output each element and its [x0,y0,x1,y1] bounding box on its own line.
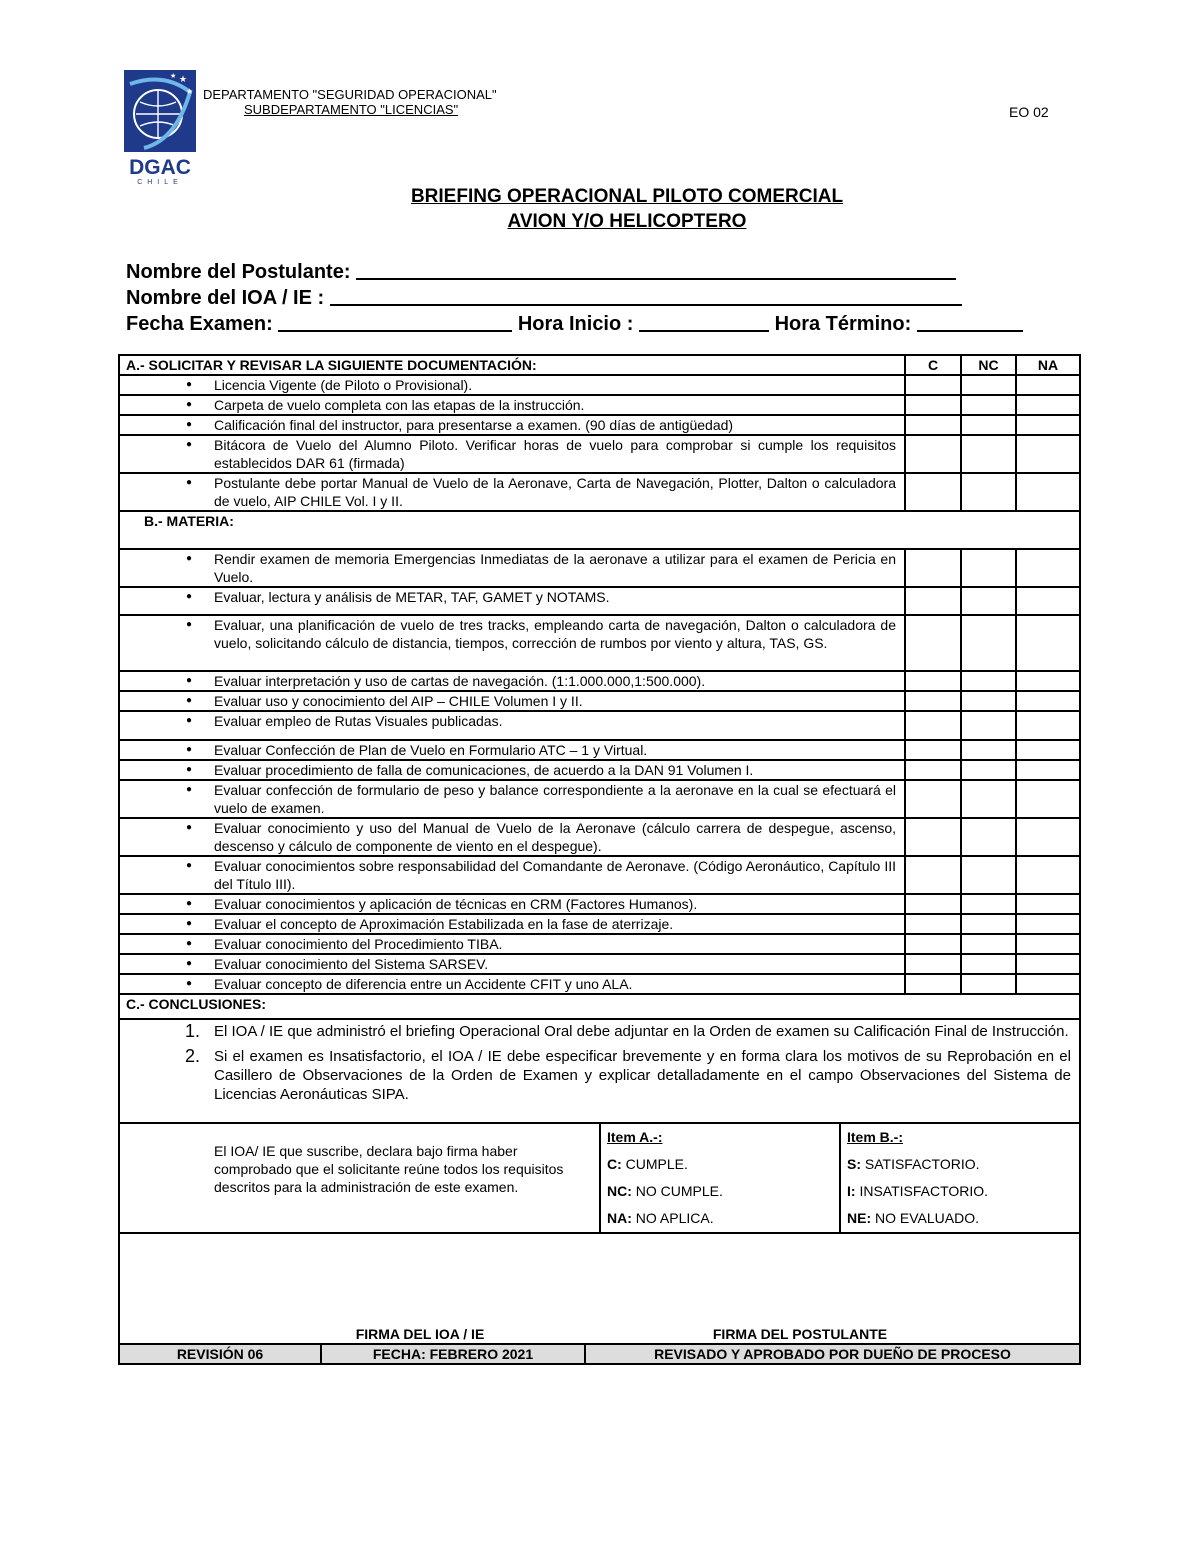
conclusion-text: Si el examen es Insatisfactorio, el IOA / IE debe especificar brevemente y en forma clara los motivos de su Reprobación en el Casillero de Observaciones de la Orden de Examen y explicar detalladamente en el campo Observaciones del Sistema de Licencias Aeronáuticas SIPA. [214,1048,1071,1103]
check-cell-c[interactable] [905,435,961,473]
bullet-icon: ● [185,591,192,602]
col-c-header: C [905,355,961,375]
check-cell-nc[interactable] [961,473,1016,511]
section-b-item-text: Evaluar empleo de Rutas Visuales publicadas. [214,713,503,729]
check-cell-nc[interactable] [961,760,1016,780]
section-b-item-text: Evaluar confección de formulario de peso y balance correspondiente a la aeronave en la cual se efectuará el vuelo de examen. [214,782,896,816]
legend-row [847,1151,1079,1178]
check-cell-nc[interactable] [961,435,1016,473]
field-postulante-line[interactable] [356,278,956,280]
legend-code: NC: [607,1183,632,1199]
department: DEPARTAMENTO "SEGURIDAD OPERACIONAL" [203,87,497,102]
section-b-item-text: Evaluar el concepto de Aproximación Estabilizada en la fase de aterrizaje. [214,916,674,932]
bullet-icon: ● [185,477,192,488]
bullet-icon: ● [185,675,192,686]
check-cell-c[interactable] [905,395,961,415]
section-b-row [119,691,1080,711]
check-cell-na[interactable] [1016,760,1080,780]
legend-code: NA: [607,1210,632,1226]
section-b-item-text: Evaluar uso y conocimiento del AIP – CHILE Volumen I y II. [214,693,583,709]
section-b-row [119,934,1080,954]
check-cell-c[interactable] [905,914,961,934]
legend-row [607,1205,839,1232]
svg-text:DGAC: DGAC [129,156,191,179]
check-cell-nc[interactable] [961,671,1016,691]
check-cell-nc[interactable] [961,780,1016,818]
check-cell-c[interactable] [905,934,961,954]
field-fecha-row [126,313,1023,336]
check-cell-na[interactable] [1016,740,1080,760]
check-cell-c[interactable] [905,711,961,740]
check-cell-na[interactable] [1016,395,1080,415]
bullet-icon: ● [185,938,192,949]
page-subtitle: AVION Y/O HELICOPTERO [507,211,747,232]
check-cell-na[interactable] [1016,974,1080,994]
check-cell-nc[interactable] [961,587,1016,615]
check-cell-nc[interactable] [961,894,1016,914]
check-cell-na[interactable] [1016,615,1080,671]
footer-revision: REVISIÓN 06 [120,1345,321,1363]
check-cell-c[interactable] [905,856,961,894]
section-b-item-text: Evaluar conocimientos y aplicación de técnicas en CRM (Factores Humanos). [214,896,698,912]
check-cell-nc[interactable] [961,818,1016,856]
section-a-row [119,473,1080,511]
legend-label: INSATISFACTORIO. [859,1183,989,1199]
bullet-icon: ● [185,898,192,909]
section-b-item-text: Evaluar, lectura y análisis de METAR, TAF, GAMET y NOTAMS. [214,589,610,605]
section-b-item-text: Evaluar conocimiento del Procedimiento TIBA. [214,936,503,952]
signature-area[interactable] [120,1233,1079,1343]
bullet-icon: ● [185,918,192,929]
check-cell-na[interactable] [1016,780,1080,818]
sign-postulante: FIRMA DEL POSTULANTE [712,1326,888,1342]
bullet-icon: ● [185,553,192,564]
check-cell-na[interactable] [1016,587,1080,615]
check-cell-c[interactable] [905,549,961,587]
legend-a [600,1124,840,1233]
legend-title: Item B.-: [847,1129,903,1145]
form-code: EO 02 [1009,104,1049,120]
field-hora-termino-label: Hora Término: [774,313,912,335]
section-a-item-text: Postulante debe portar Manual de Vuelo de la Aeronave, Carta de Navegación, Plotter, Dalton o calculadora de vuelo, AIP CHILE Vol. I y II. [214,475,896,509]
section-b-row [119,615,1080,671]
check-cell-na[interactable] [1016,671,1080,691]
svg-text:★: ★ [186,87,194,96]
check-cell-c[interactable] [905,615,961,671]
legend-code: I: [847,1183,856,1199]
check-cell-nc[interactable] [961,375,1016,395]
legend-title: Item A.-: [607,1129,663,1145]
footer-date: FECHA: FEBRERO 2021 [321,1345,585,1363]
conclusion-number: 2. [184,1046,200,1066]
check-cell-c[interactable] [905,974,961,994]
section-b-row [119,894,1080,914]
check-cell-na[interactable] [1016,435,1080,473]
check-cell-na[interactable] [1016,549,1080,587]
legend-row [847,1178,1079,1205]
bullet-icon: ● [185,619,192,630]
check-cell-nc[interactable] [961,691,1016,711]
bullet-icon: ● [185,958,192,969]
check-cell-c[interactable] [905,760,961,780]
page-title: BRIEFING OPERACIONAL PILOTO COMERCIAL [410,186,844,207]
subdepartment: SUBDEPARTAMENTO "LICENCIAS" [244,102,459,117]
footer-approved: REVISADO Y APROBADO POR DUEÑO DE PROCESO [585,1345,1079,1363]
signature-block [119,1123,1080,1344]
legend-code: S: [847,1156,861,1172]
bullet-icon: ● [185,822,192,833]
check-cell-nc[interactable] [961,974,1016,994]
check-cell-c[interactable] [905,894,961,914]
check-cell-nc[interactable] [961,415,1016,435]
bullet-icon: ● [185,764,192,775]
check-cell-na[interactable] [1016,415,1080,435]
legend-row [607,1178,839,1205]
svg-text:CHILE: CHILE [137,179,183,184]
section-a-item-text: Bitácora de Vuelo del Alumno Piloto. Verificar horas de vuelo para comprobar si cumple los requisitos establecidos DAR 61 (firmada) [214,437,896,471]
check-cell-c[interactable] [905,740,961,760]
section-a-item-text: Calificación final del instructor, para presentarse a examen. (90 días de antigüedad) [214,417,734,433]
checklist-table [118,354,1081,1365]
section-b-row [119,711,1080,740]
conclusions [119,1019,1080,1123]
bullet-icon: ● [185,860,192,871]
check-cell-c[interactable] [905,818,961,856]
check-cell-na[interactable] [1016,818,1080,856]
section-c-header: C.- CONCLUSIONES: [119,994,1080,1019]
check-cell-na[interactable] [1016,856,1080,894]
check-cell-na[interactable] [1016,375,1080,395]
check-cell-nc[interactable] [961,934,1016,954]
check-cell-na[interactable] [1016,691,1080,711]
check-cell-c[interactable] [905,587,961,615]
bullet-icon: ● [185,784,192,795]
svg-text:★: ★ [179,74,188,84]
bullet-icon: ● [185,439,192,450]
check-cell-nc[interactable] [961,954,1016,974]
check-cell-nc[interactable] [961,549,1016,587]
section-b-row [119,974,1080,994]
legend-label: NO EVALUADO. [875,1210,980,1226]
conclusion-number: 1. [184,1021,200,1041]
field-hora-inicio-label: Hora Inicio : [517,313,634,335]
legend-b [840,1124,1079,1233]
check-cell-nc[interactable] [961,856,1016,894]
legend-code: NE: [847,1210,872,1226]
section-a-item-text: Carpeta de vuelo completa con las etapas de la instrucción. [214,397,585,413]
field-postulante-label: Nombre del Postulante: [126,261,351,283]
section-b-item-text: Evaluar concepto de diferencia entre un Accidente CFIT y uno ALA. [214,976,633,992]
check-cell-na[interactable] [1016,934,1080,954]
section-a-row [119,375,1080,395]
check-cell-nc[interactable] [961,914,1016,934]
field-ioa[interactable] [126,287,962,310]
section-b-row [119,587,1080,615]
legend-label: CUMPLE. [625,1156,688,1172]
dgac-logo [124,70,196,184]
field-ioa-label: Nombre del IOA / IE : [126,287,325,309]
bullet-icon: ● [185,744,192,755]
check-cell-na[interactable] [1016,473,1080,511]
section-b-item-text: Evaluar, una planificación de vuelo de tres tracks, empleando carta de navegación, Dalton o calculadora de vuelo, solicitando cálculo de distancia, tiempos, corrección de rumbos por viento y altura, TAS, GS. [214,617,896,651]
legend-label: NO APLICA. [635,1210,714,1226]
bullet-icon: ● [185,419,192,430]
conclusion-text: El IOA / IE que administró el briefing Operacional Oral debe adjuntar en la Orden de examen su Calificación Final de Instrucción. [214,1023,1069,1040]
section-b-item-text: Evaluar conocimientos sobre responsabilidad del Comandante de Aeronave. (Código Aeronáutico, Capítulo III del Título III). [214,858,896,892]
section-b-row [119,780,1080,818]
section-a-row [119,415,1080,435]
footer-row [119,1344,1080,1364]
section-b-row [119,549,1080,587]
section-b-row [119,671,1080,691]
section-b-item-text: Evaluar procedimiento de falla de comunicaciones, de acuerdo a la DAN 91 Volumen I. [214,762,754,778]
field-hora-termino-line[interactable] [917,330,1023,332]
field-ioa-line[interactable] [330,304,962,306]
check-cell-nc[interactable] [961,395,1016,415]
check-cell-c[interactable] [905,671,961,691]
legend-label: NO CUMPLE. [635,1183,723,1199]
check-cell-nc[interactable] [961,615,1016,671]
section-b-row [119,818,1080,856]
field-hora-inicio-line[interactable] [639,330,769,332]
check-cell-nc[interactable] [961,711,1016,740]
check-cell-na[interactable] [1016,711,1080,740]
section-b-item-text: Evaluar interpretación y uso de cartas de navegación. (1:1.000.000,1:500.000). [214,673,706,689]
legend-row [847,1205,1079,1232]
col-nc-header: NC [961,355,1016,375]
section-b-item-text: Evaluar conocimiento y uso del Manual de Vuelo de la Aeronave (cálculo carrera de despegue, ascenso, descenso y cálculo de componente de viento en el despegue). [214,820,896,854]
field-postulante[interactable] [126,261,956,284]
section-b-item-text: Rendir examen de memoria Emergencias Inmediatas de la aeronave a utilizar para el examen de Pericia en Vuelo. [214,551,896,585]
section-b-row [119,954,1080,974]
section-a-row [119,435,1080,473]
sign-ioa: FIRMA DEL IOA / IE [355,1326,485,1342]
check-cell-nc[interactable] [961,740,1016,760]
section-b-row [119,760,1080,780]
section-b-header: B.- MATERIA: [119,511,1080,549]
section-b-item-text: Evaluar Confección de Plan de Vuelo en Formulario ATC – 1 y Virtual. [214,742,648,758]
section-b-row [119,740,1080,760]
check-cell-c[interactable] [905,473,961,511]
check-cell-c[interactable] [905,375,961,395]
declaration-cell [120,1124,600,1233]
section-b-row [119,856,1080,894]
section-a-row [119,395,1080,415]
field-fecha-line[interactable] [278,330,512,332]
bullet-icon: ● [185,978,192,989]
col-na-header: NA [1016,355,1080,375]
check-cell-na[interactable] [1016,954,1080,974]
svg-text:★: ★ [170,73,177,80]
bullet-icon: ● [185,715,192,726]
section-b-row [119,914,1080,934]
bullet-icon: ● [185,399,192,410]
check-cell-c[interactable] [905,415,961,435]
field-fecha-label: Fecha Examen: [126,313,273,335]
section-b-item-text: Evaluar conocimiento del Sistema SARSEV. [214,956,489,972]
legend-code: C: [607,1156,622,1172]
check-cell-na[interactable] [1016,894,1080,914]
check-cell-c[interactable] [905,691,961,711]
section-a-item-text: Licencia Vigente (de Piloto o Provisional). [214,377,473,393]
bullet-icon: ● [185,379,192,390]
legend-label: SATISFACTORIO. [864,1156,980,1172]
bullet-icon: ● [185,695,192,706]
check-cell-na[interactable] [1016,914,1080,934]
section-a-header: A.- SOLICITAR Y REVISAR LA SIGUIENTE DOCUMENTACIÓN: [119,355,905,375]
check-cell-c[interactable] [905,954,961,974]
check-cell-c[interactable] [905,780,961,818]
legend-row [607,1151,839,1178]
declaration-text: El IOA/ IE que suscribe, declara bajo firma haber comprobado que el solicitante reúne todos los requisitos descritos para la administración de este examen. [214,1143,564,1195]
